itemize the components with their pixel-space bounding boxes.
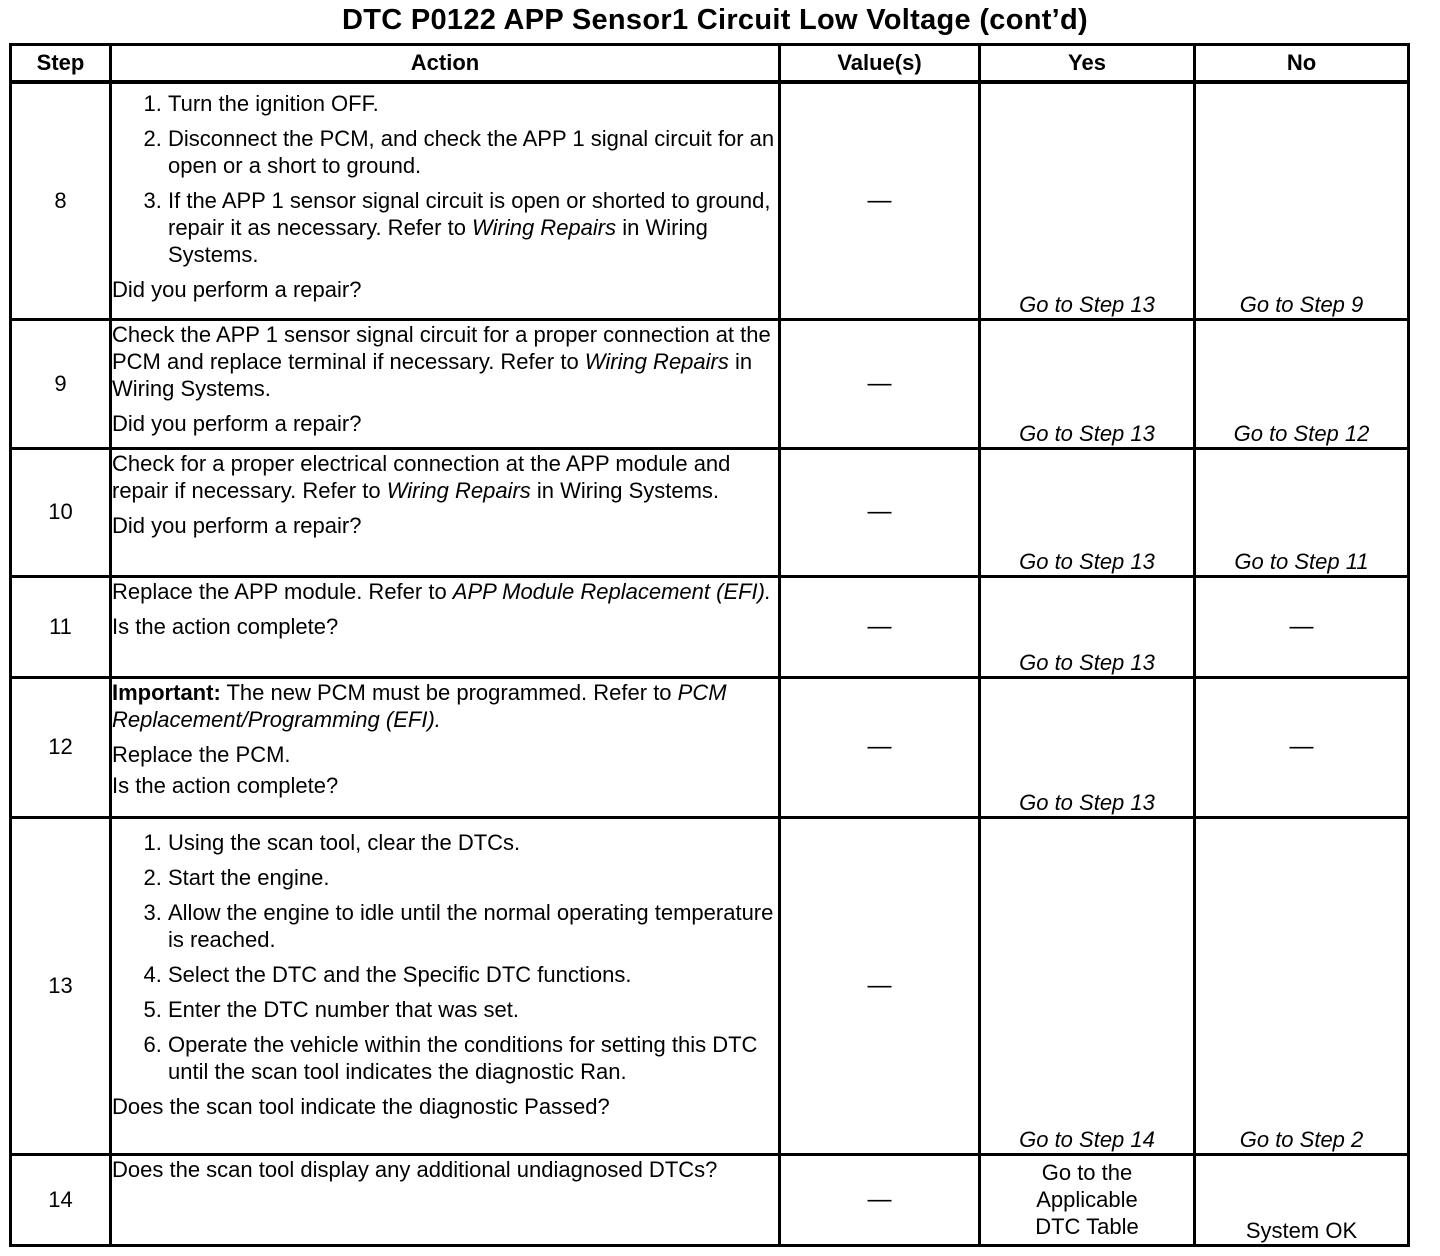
action-text: Check for a proper electrical connection at the APP module and repair if necessary. Refer to Wiring Repairs in Wiring Systems. — [112, 450, 731, 503]
step-number: 11 — [11, 576, 111, 677]
reference-link: Wiring Repairs — [584, 348, 729, 374]
question: Did you perform a repair? — [112, 410, 362, 436]
action-text: Replace the PCM. — [112, 741, 291, 767]
action-text: Does the scan tool display any additional undiagnosed DTCs? — [112, 1156, 718, 1182]
table-row — [11, 817, 1409, 1154]
yes-cell: Go to Step 13 — [980, 319, 1195, 448]
step-number: 8 — [11, 82, 111, 319]
table-row — [11, 319, 1409, 448]
no-cell: Go to Step 11 — [1195, 448, 1409, 576]
action-cell — [111, 319, 780, 448]
step-number: 14 — [11, 1154, 111, 1245]
yes-line: Applicable — [1036, 1187, 1138, 1212]
no-cell: — — [1195, 677, 1409, 817]
table-row — [11, 576, 1409, 677]
list-item: 1. Using the scan tool, clear the DTCs. — [168, 829, 778, 856]
header-step: Step — [11, 45, 111, 83]
action-cell — [111, 448, 780, 576]
action-cell — [111, 576, 780, 677]
header-no: No — [1195, 45, 1409, 83]
action-cell — [111, 817, 780, 1154]
value-cell: — — [780, 817, 980, 1154]
no-cell: Go to Step 9 — [1195, 82, 1409, 319]
yes-cell: Go to Step 14 — [980, 817, 1195, 1154]
step-number: 10 — [11, 448, 111, 576]
question: Does the scan tool indicate the diagnostic Passed? — [112, 1093, 610, 1119]
action-text: Replace the APP module. Refer to APP Module Replacement (EFI). — [112, 578, 772, 604]
table-row — [11, 448, 1409, 576]
page-title: DTC P0122 APP Sensor1 Circuit Low Voltage (cont’d) — [341, 4, 1089, 36]
table-row — [11, 677, 1409, 817]
value-cell: — — [780, 1154, 980, 1245]
step-number: 13 — [11, 817, 111, 1154]
question: Is the action complete? — [112, 613, 339, 639]
step-number: 12 — [11, 677, 111, 817]
list-item: 3. If the APP 1 sensor signal circuit is open or shorted to ground, repair it as necessary. Refer to Wiring Repairs in Wiring Systems. — [168, 187, 778, 268]
reference-link: APP Module Replacement (EFI). — [452, 578, 772, 604]
value-cell: — — [780, 82, 980, 319]
table-row — [11, 82, 1409, 319]
diagnostic-table — [9, 43, 1410, 1247]
no-cell: System OK — [1195, 1154, 1409, 1245]
header-yes: Yes — [980, 45, 1195, 83]
action-cell — [111, 82, 780, 319]
yes-line: DTC Table — [1035, 1214, 1139, 1239]
yes-line: Go to the — [1041, 1160, 1133, 1185]
action-text: Important: The new PCM must be programmed. Refer to PCM Replacement/Programming (EFI). — [112, 679, 727, 732]
yes-cell: Go to Step 13 — [980, 82, 1195, 319]
list-item: 2. Start the engine. — [168, 864, 778, 891]
header-action: Action — [111, 45, 780, 83]
yes-cell: Go to Step 13 — [980, 677, 1195, 817]
list-item: 3. Allow the engine to idle until the normal operating temperature is reached. — [168, 899, 778, 953]
value-cell: — — [780, 319, 980, 448]
step-number: 9 — [11, 319, 111, 448]
value-cell: — — [780, 576, 980, 677]
no-cell: Go to Step 12 — [1195, 319, 1409, 448]
reference-link: Wiring Repairs — [472, 215, 617, 240]
no-cell: — — [1195, 576, 1409, 677]
yes-cell — [980, 1154, 1195, 1245]
list-item: 1. Turn the ignition OFF. — [168, 90, 778, 117]
yes-cell: Go to Step 13 — [980, 448, 1195, 576]
reference-link: Wiring Repairs — [386, 477, 531, 503]
action-text: Check the APP 1 sensor signal circuit for a proper connection at the PCM and replace terminal if necessary. Refer to Wiring Repairs in Wiring Systems. — [112, 321, 771, 401]
reference-link: PCM Replacement/Programming (EFI). — [112, 679, 727, 732]
list-item: 6. Operate the vehicle within the conditions for setting this DTC until the scan tool indicates the diagnostic Ran. — [168, 1031, 778, 1085]
no-cell: Go to Step 2 — [1195, 817, 1409, 1154]
value-cell: — — [780, 448, 980, 576]
table-header-row — [11, 45, 1409, 83]
question: Did you perform a repair? — [112, 512, 362, 538]
important-label: Important: — [112, 679, 221, 705]
table-row — [11, 1154, 1409, 1245]
list-item: 2. Disconnect the PCM, and check the APP 1 signal circuit for an open or a short to ground. — [168, 125, 778, 179]
list-item: 4. Select the DTC and the Specific DTC functions. — [168, 961, 778, 988]
question: Is the action complete? — [112, 772, 339, 798]
list-item: 5. Enter the DTC number that was set. — [168, 996, 778, 1023]
yes-cell: Go to Step 13 — [980, 576, 1195, 677]
action-cell — [111, 1154, 780, 1245]
header-values: Value(s) — [780, 45, 980, 83]
action-cell — [111, 677, 780, 817]
question: Did you perform a repair? — [112, 277, 362, 302]
value-cell: — — [780, 677, 980, 817]
